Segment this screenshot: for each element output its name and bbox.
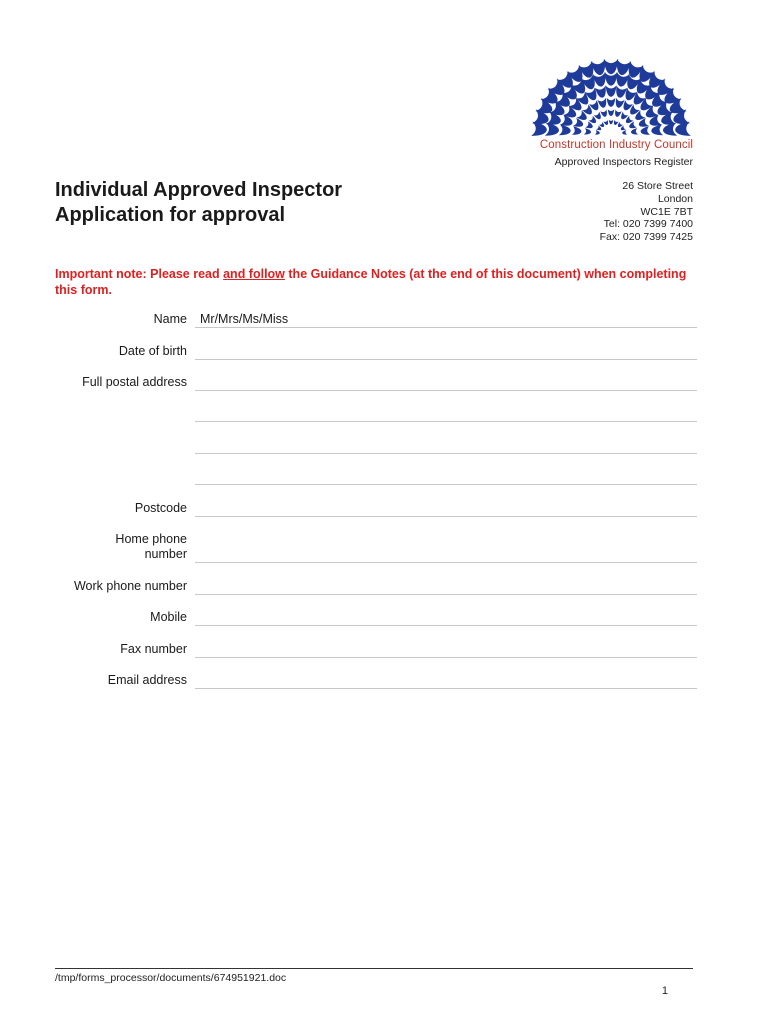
logo-petal (607, 98, 616, 107)
email-row (55, 672, 697, 692)
logo-petal (640, 126, 650, 136)
name-row (55, 311, 697, 331)
logo-petal (603, 120, 609, 126)
contact-address (520, 180, 693, 244)
postcode-field[interactable] (195, 516, 697, 517)
name-label: Name (153, 312, 187, 326)
logo-petal (545, 123, 560, 137)
logo-petal (600, 109, 608, 117)
name-prefix-value: Mr/Mrs/Ms/Miss (200, 312, 289, 326)
logo-petal (614, 98, 625, 109)
fax-field[interactable] (195, 657, 697, 658)
postcode-row (55, 500, 697, 520)
note-underlined: and follow (223, 267, 285, 281)
name-field[interactable] (195, 327, 697, 328)
register-name: Approved Inspectors Register (554, 156, 693, 168)
logo-petal (595, 130, 600, 135)
logo-petal (584, 128, 592, 135)
mobile-field[interactable] (195, 625, 697, 626)
logo-petal (675, 122, 691, 138)
fax-label: Fax number (120, 642, 187, 656)
logo-petal (572, 126, 582, 136)
address-tel: Tel: 020 7399 7400 (603, 218, 693, 231)
logo-petal (622, 130, 627, 135)
title-line-1: Individual Approved Inspector (55, 179, 343, 201)
note-text-before: Important note: Please read (55, 267, 224, 281)
logo-petal (604, 59, 618, 74)
address-line: London (657, 192, 693, 205)
logo-petal (559, 124, 571, 136)
org-name: Construction Industry Council (539, 139, 693, 151)
work-phone-label: Work phone number (73, 579, 187, 593)
page-number: 1 (661, 985, 668, 997)
address-row (55, 374, 697, 489)
address-field-line-1[interactable] (195, 390, 697, 391)
mobile-label: Mobile (150, 610, 187, 624)
address-line: WC1E 7BT (640, 205, 693, 218)
email-field[interactable] (195, 688, 697, 689)
important-note (55, 266, 695, 298)
work-phone-field[interactable] (195, 594, 697, 595)
address-label: Full postal address (82, 375, 187, 389)
dob-label: Date of birth (118, 344, 187, 358)
address-field-line-3[interactable] (195, 453, 697, 454)
home-phone-field[interactable] (195, 562, 697, 563)
footer-rule (55, 968, 693, 969)
logo-petal (614, 109, 622, 117)
title-line-2: Application for approval (55, 204, 286, 226)
fax-row (55, 641, 697, 661)
work-phone-row (55, 578, 697, 598)
address-field-line-4[interactable] (195, 484, 697, 485)
footer-file-path: /tmp/forms_processor/documents/674951921.doc (55, 972, 287, 984)
home-phone-label (55, 532, 187, 562)
address-line: 26 Store Street (622, 180, 693, 192)
mobile-row (55, 609, 697, 629)
logo-petal (613, 120, 619, 126)
logo-petal (631, 128, 639, 135)
cic-logo (526, 50, 696, 150)
dob-row (55, 343, 697, 363)
address-field-line-2[interactable] (195, 421, 697, 422)
postcode-label: Postcode (134, 501, 187, 515)
home-phone-label-line-1: Home phone (115, 532, 187, 546)
logo-petal (662, 123, 677, 137)
logo-petal (609, 120, 613, 125)
logo-petal (608, 109, 614, 116)
document-title (55, 178, 455, 228)
home-phone-row (55, 531, 697, 567)
home-phone-label-line-2: number (144, 547, 187, 561)
logo-petal (606, 85, 617, 96)
address-fax: Fax: 020 7399 7425 (599, 231, 693, 244)
logo-petal (651, 124, 663, 136)
logo-petal (598, 98, 609, 109)
email-label: Email address (107, 673, 187, 687)
dob-field[interactable] (195, 359, 697, 360)
note-text-after: the Guidance Notes (at the end of this document) when completing this form. (55, 267, 687, 297)
